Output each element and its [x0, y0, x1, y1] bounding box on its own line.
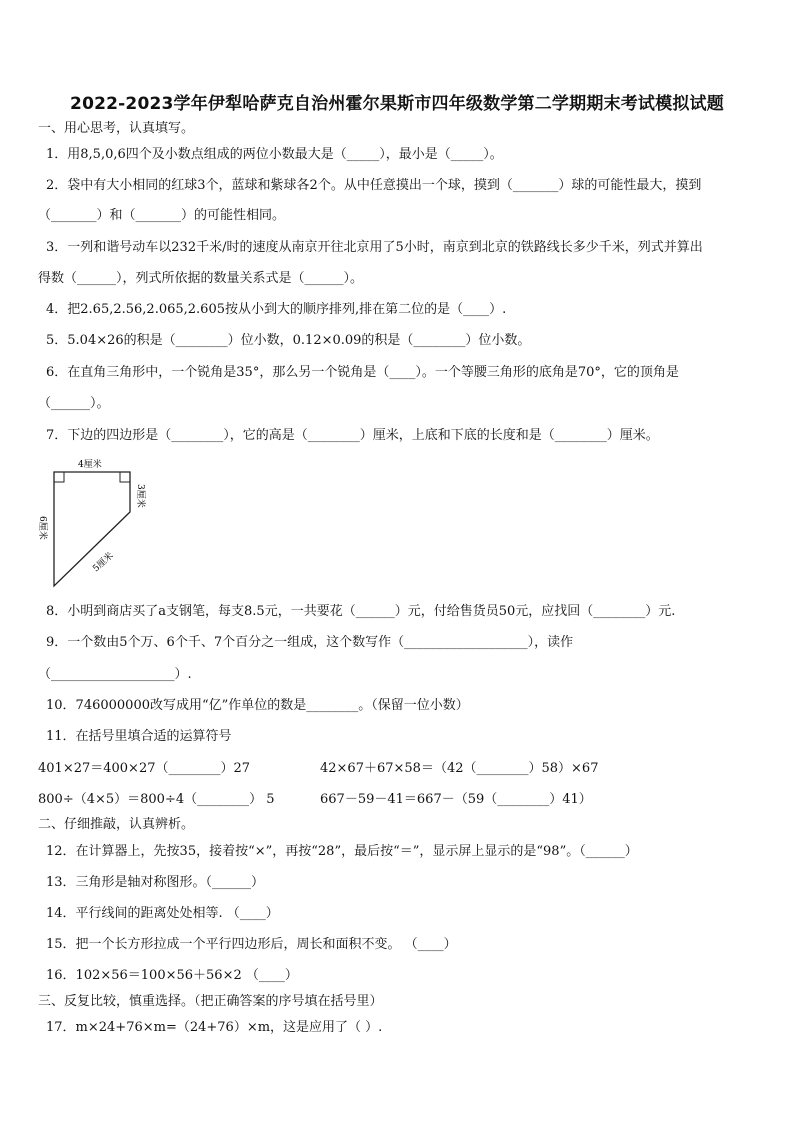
question-11-item-b: 42×67＋67×58＝（42（________）58）×67 [320, 761, 599, 776]
section-heading-2: 二、仔细推敲，认真辨析。 [38, 817, 195, 832]
question-15: 15．把一个长方形拉成一个平行四边形后，周长和面积不变。 （____） [46, 937, 457, 952]
question-2-line-1: 2．袋中有大小相同的红球3个，蓝球和紫球各2个。从中任意摸出一个球，摸到（_______）球的可能性最大，摸到 [46, 178, 702, 193]
page-title: 2022-2023学年伊犁哈萨克自治州霍尔果斯市四年级数学第二学期期末考试模拟试题 [70, 94, 724, 114]
question-13: 13．三角形是轴对称图形。（______） [46, 875, 265, 890]
figure-label-top: 4厘米 [78, 460, 102, 470]
question-7: 7．下边的四边形是（________），它的高是（________）厘米，上底和下底的长度和是（________）厘米。 [46, 428, 659, 443]
question-11: 11．在括号里填合适的运算符号 [46, 729, 232, 744]
quadrilateral-figure [30, 452, 160, 592]
question-6-line-2: （______）。 [38, 396, 110, 411]
question-9-line-1: 9．一个数由5个万、6个千、7个百分之一组成，这个数写作（___________________），读作 [46, 635, 574, 650]
question-14: 14．平行线间的距离处处相等. （____） [46, 906, 279, 921]
question-16: 16．102×56＝100×56＋56×2 （____） [46, 968, 298, 983]
figure-label-left: 6厘米 [37, 516, 47, 540]
question-11-item-c: 800÷（4×5）＝800÷4（________） 5 [38, 792, 275, 807]
section-heading-3: 三、反复比较，慎重选择。（把正确答案的序号填在括号里） [38, 994, 383, 1009]
section-heading-1: 一、用心思考，认真填写。 [38, 121, 195, 136]
question-9-line-2: （___________________）. [38, 667, 192, 682]
question-10: 10．746000000改写成用“亿”作单位的数是________。（保留一位小数） [46, 698, 469, 713]
question-11-item-d: 667－59－41＝667－（59（________）41） [320, 792, 592, 807]
question-4: 4．把2.65,2.56,2.065,2.605按从小到大的顺序排列,排在第二位的是（____）. [46, 302, 507, 317]
question-2-line-2: （_______）和（_______）的可能性相同。 [38, 208, 286, 223]
question-12: 12．在计算器上，先按35，接着按“×”，再按“28”，最后按“＝”，显示屏上显示的是“98”。（______） [46, 844, 638, 859]
question-3-line-1: 3．一列和谐号动车以232千米/时的速度从南京开往北京用了5小时，南京到北京的铁路线长多少千米，列式并算出 [46, 240, 703, 255]
figure-label-slant: 5厘米 [91, 550, 116, 575]
question-3-line-2: 得数（______），列式所依据的数量关系式是（______）。 [38, 271, 364, 286]
question-17: 17．m×24+76×m=（24+76）×m，这是应用了（ ）. [46, 1020, 383, 1035]
figure-label-right: 3厘米 [135, 484, 145, 508]
question-5: 5．5.04×26的积是（________）位小数，0.12×0.09的积是（________）位小数。 [46, 333, 531, 348]
question-1: 1．用8,5,0,6四个及小数点组成的两位小数最大是（_____），最小是（_____）。 [46, 147, 503, 162]
question-11-item-a: 401×27＝400×27（________）27 [38, 761, 251, 776]
question-6-line-1: 6．在直角三角形中，一个锐角是35°，那么另一个锐角是（____）。一个等腰三角形的底角是70°，它的顶角是 [46, 365, 679, 380]
question-8: 8．小明到商店买了a支钢笔，每支8.5元，一共要花（______）元，付给售货员50元，应找回（________）元. [46, 604, 676, 619]
